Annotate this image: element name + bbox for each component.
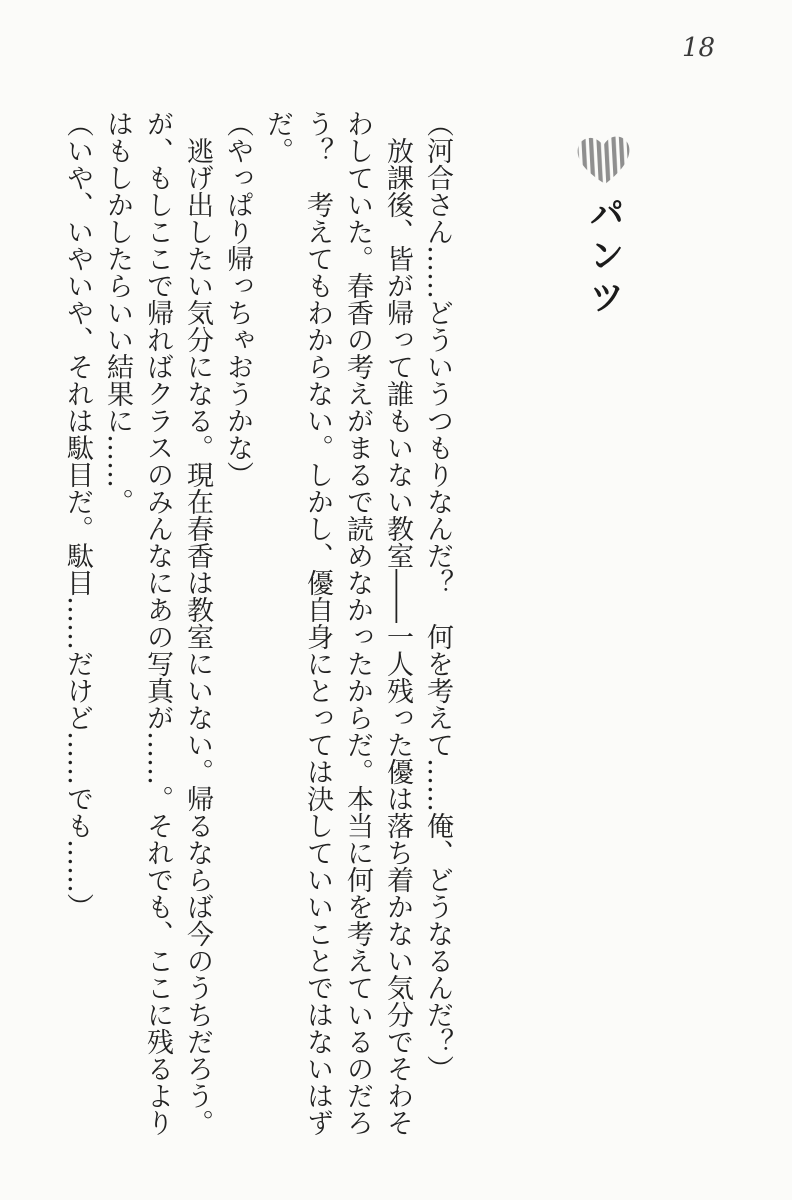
paragraph-narration-2: 逃げ出したい気分になる。現在春香は教室にいない。帰るならば今のうちだろう。が、もしここで帰ればクラスのみんなにあの写真が……。それでも、ここに残るよりはもしかしたらいい結果に……。 — [102, 110, 213, 1136]
chapter-title-block — [572, 133, 636, 325]
paragraph-thought-2: （やっぱり帰っちゃおうかな） — [222, 110, 253, 488]
paragraph-thought-1: （河合さん……どういうつもりなんだ？ 何を考えて……俺、どうなるんだ？） — [422, 110, 453, 1082]
striped-heart-icon — [574, 132, 635, 189]
body-text — [57, 110, 457, 1138]
paragraph-narration-1: 放課後、皆が帰って誰もいない教室――一人残った優は落ち着かない気分でそわそわしていた。春香の考えがまるで読めなかったからだ。本当に何を考えているのだろう？ 考えてもわからない。しかし、優自身にとっては決していいことではないはずだ。 — [262, 110, 413, 1136]
page-number: 18 — [682, 33, 716, 63]
chapter-title: パンツ — [584, 195, 624, 321]
paragraph-thought-3: （いや、いやいや、それは駄目だ。駄目……だけど……でも……） — [62, 110, 93, 920]
